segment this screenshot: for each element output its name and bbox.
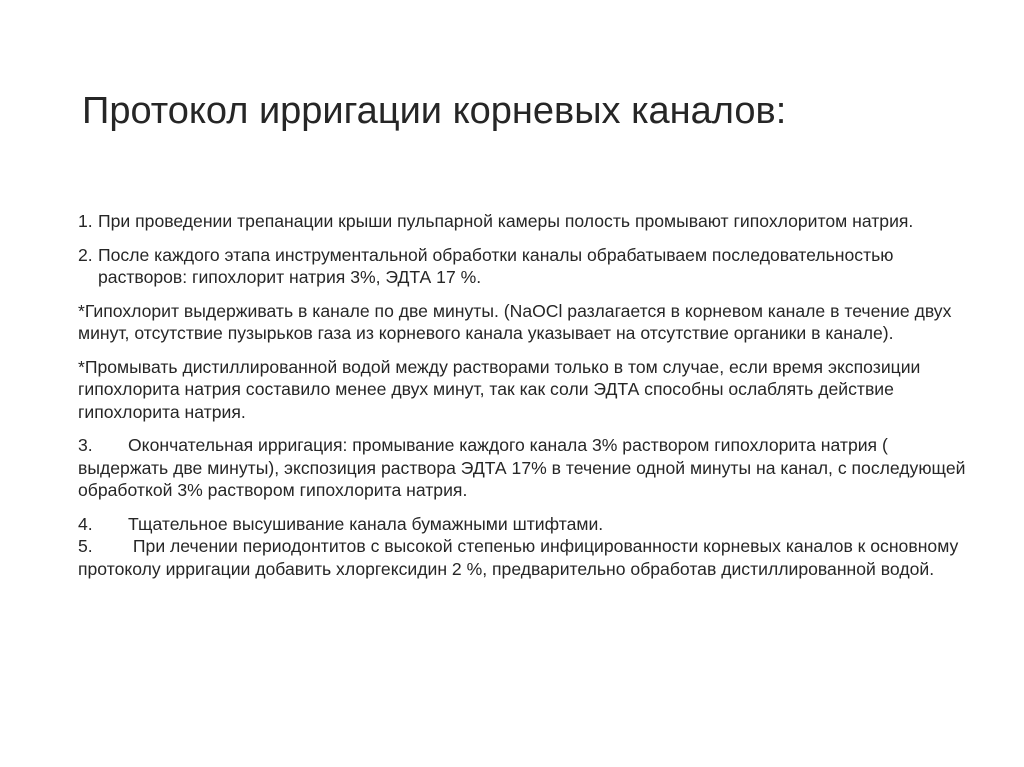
note-paragraph	[78, 300, 968, 345]
list-item-text: Тщательное высушивание канала бумажными штифтами.	[128, 513, 604, 534]
slide-title: Протокол ирригации корневых каналов:	[82, 90, 787, 132]
list-item	[78, 513, 968, 536]
list-item-number: 1.	[78, 211, 93, 231]
list-item	[78, 244, 968, 289]
note-text: *Гипохлорит выдерживать в канале по две минуты. (NaOCl разлагается в корневом канале в течение двух минут, отсутствие пузырьков газа из корневого канала указывает на отсутствие органики в канале).	[78, 300, 952, 343]
list-item-text: При лечении периодонтитов с высокой степенью инфицированности корневых каналов к основному протоколу ирригации добавить хлоргексидин 2 %, предварительно обработав дистиллированной водой.	[78, 536, 959, 579]
list-item-number: 2.	[78, 244, 93, 265]
list-item-text: После каждого этапа инструментальной обработки каналы обрабатываем последовательностью растворов: гипохлорит натрия 3%, ЭДТА 17 %.	[98, 244, 894, 287]
list-item	[78, 210, 968, 233]
list-item-number: 3.	[78, 435, 93, 455]
slide-body	[78, 210, 968, 591]
list-item-number: 4.	[78, 513, 93, 534]
list-item-number: 5.	[78, 536, 93, 556]
list-item	[78, 434, 968, 502]
list-item-text: При проведении трепанации крыши пульпарной камеры полость промывают гипохлоритом натрия.	[98, 211, 914, 231]
note-paragraph	[78, 356, 968, 424]
list-item	[78, 535, 968, 580]
note-text: *Промывать дистиллированной водой между растворами только в том случае, если время экспозиции гипохлорита натрия составило менее двух минут, так как соли ЭДТА способны ослаблять действие гипохлорита натрия.	[78, 356, 921, 422]
list-item-text: Окончательная ирригация: промывание каждого канала 3% раствором гипохлорита натрия ( выдержать две минуты), экспозиция раствора ЭДТА 17% в течение одной минуты на канал, с последующей обработкой 3% раствором гипохлорита натрия.	[78, 435, 966, 500]
